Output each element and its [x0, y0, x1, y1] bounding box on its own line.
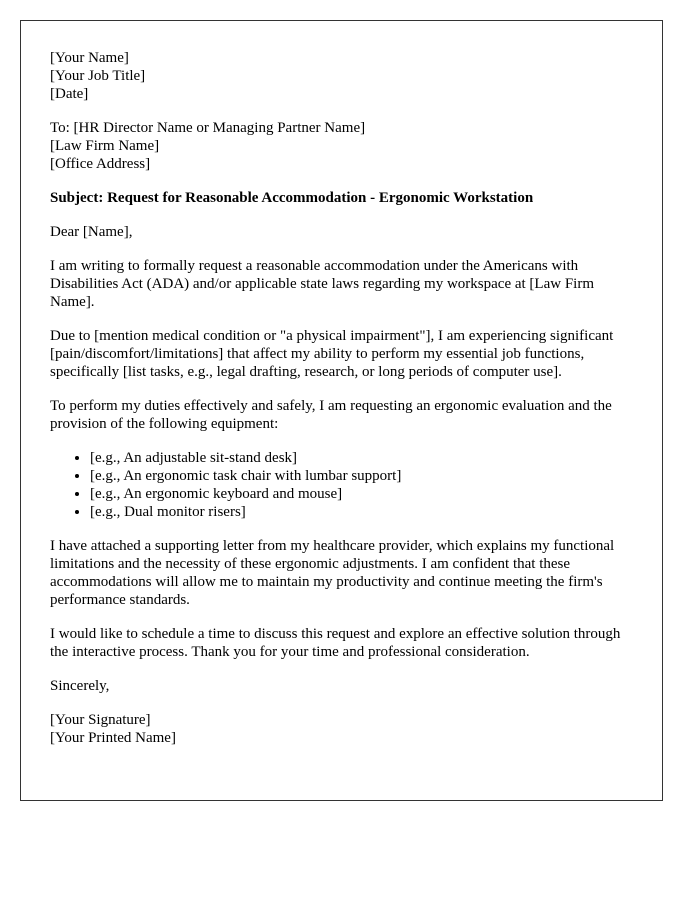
letter-date: [Date] — [50, 86, 89, 102]
paragraph-condition: Due to [mention medical condition or "a physical impairment"], I am experiencing significant [pain/discomfort/limitations] that affect my ability to perform my essential job functions, specifically [list tasks, e.g., legal drafting, research, or long periods of computer use]. — [50, 328, 614, 380]
equipment-list — [50, 449, 633, 521]
list-item: • [e.g., An ergonomic keyboard and mouse] — [90, 485, 633, 503]
paragraph-schedule: I would like to schedule a time to discuss this request and explore an effective solution through the interactive process. Thank you for your time and professional consideration. — [50, 626, 621, 660]
recipient-to: To: [HR Director Name or Managing Partner Name] — [50, 120, 366, 136]
signature-block — [50, 711, 633, 747]
sender-block — [50, 49, 633, 103]
sender-name: [Your Name] — [50, 50, 129, 66]
recipient-address: [Office Address] — [50, 156, 151, 172]
letter — [20, 20, 663, 801]
list-item: • [e.g., Dual monitor risers] — [90, 503, 633, 521]
recipient-block — [50, 119, 633, 173]
list-item: • [e.g., An adjustable sit-stand desk] — [90, 449, 633, 467]
list-item: • [e.g., An ergonomic task chair with lumbar support] — [90, 467, 633, 485]
subject-line: Subject: Request for Reasonable Accommodation - Ergonomic Workstation — [50, 190, 534, 206]
paragraph-request: To perform my duties effectively and safely, I am requesting an ergonomic evaluation and the provision of the following equipment: — [50, 398, 612, 432]
printed-name: [Your Printed Name] — [50, 730, 176, 746]
sender-job-title: [Your Job Title] — [50, 68, 146, 84]
recipient-firm: [Law Firm Name] — [50, 138, 160, 154]
paragraph-intro: I am writing to formally request a reasonable accommodation under the Americans with Disabilities Act (ADA) and/or applicable state laws regarding my workspace at [Law Firm Name]. — [50, 258, 595, 310]
signature: [Your Signature] — [50, 712, 151, 728]
salutation: Dear [Name], — [50, 224, 133, 240]
signoff: Sincerely, — [50, 678, 110, 694]
paragraph-supporting-letter: I have attached a supporting letter from my healthcare provider, which explains my functional limitations and the necessity of these ergonomic adjustments. I am confident that these accommodations will allow me to maintain my productivity and continue meeting the firm's performance standards. — [50, 538, 615, 608]
